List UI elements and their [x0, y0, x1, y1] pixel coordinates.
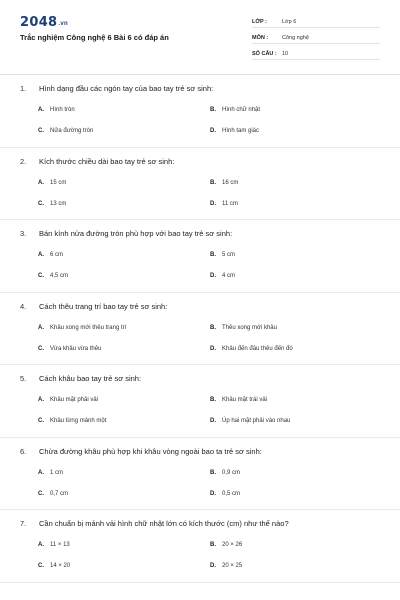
meta-row-count	[252, 46, 380, 60]
option-letter: D.	[210, 345, 216, 352]
question-item	[0, 75, 400, 148]
logo-number: 2048	[20, 15, 58, 30]
option-text: Khâu xong mới thêu trang trí	[50, 324, 127, 331]
option-a[interactable]	[38, 107, 75, 113]
question-stem	[20, 302, 380, 311]
option-text: Hình tròn	[50, 107, 75, 113]
question-text: Chừa đường khâu phù hợp khi khâu vòng ngoài bao ta trẻ sơ sinh:	[39, 446, 262, 456]
option-letter: D.	[210, 563, 216, 569]
option-text: Úp hai mặt phải vào nhau	[222, 418, 291, 424]
question-item	[0, 510, 400, 583]
option-text: 6 cm	[50, 252, 64, 258]
question-number: 1.	[20, 84, 27, 93]
option-a[interactable]	[38, 470, 63, 476]
option-a[interactable]	[38, 180, 66, 186]
question-item	[0, 365, 400, 438]
option-c[interactable]	[38, 491, 68, 497]
question-item	[0, 438, 400, 511]
question-stem	[20, 447, 380, 456]
question-number: 2.	[20, 156, 27, 166]
question-item	[0, 220, 400, 293]
option-letter: A.	[38, 252, 44, 258]
meta-key: LỚP :	[252, 19, 267, 25]
option-c[interactable]	[38, 128, 93, 134]
option-c[interactable]	[38, 201, 66, 207]
question-text: Kích thước chiều dài bao tay trẻ sơ sinh:	[39, 156, 175, 166]
option-text: 0,9 cm	[222, 469, 241, 476]
option-text: Khâu đến đâu thêu đến đó	[222, 345, 293, 352]
option-text: Vừa khâu vừa thêu	[50, 345, 102, 352]
question-number: 6.	[20, 446, 27, 456]
question-item	[0, 293, 400, 366]
option-text: 4 cm	[222, 273, 236, 279]
option-text: 20 × 25	[222, 563, 243, 569]
option-c[interactable]	[38, 563, 70, 569]
option-letter: A.	[38, 179, 44, 186]
option-letter: B.	[210, 252, 216, 258]
option-b[interactable]	[210, 397, 267, 403]
header	[0, 0, 400, 74]
option-letter: C.	[38, 563, 44, 569]
option-a[interactable]	[38, 325, 126, 331]
page-title: Trắc nghiệm Công nghệ 6 Bài 6 có đáp án	[20, 33, 169, 42]
option-b[interactable]	[210, 107, 260, 113]
option-text: 14 × 20	[50, 563, 71, 569]
option-letter: C.	[38, 128, 44, 134]
option-text: 11 cm	[222, 200, 238, 207]
option-b[interactable]	[210, 470, 240, 476]
option-letter: D.	[210, 490, 216, 497]
meta-value: 10	[282, 51, 289, 57]
question-number: 5.	[20, 374, 27, 383]
meta-row-class	[252, 14, 380, 28]
option-d[interactable]	[210, 128, 259, 134]
option-text: 1 cm	[50, 469, 64, 476]
option-d[interactable]	[210, 418, 290, 424]
option-text: Khâu mặt trái vải	[222, 397, 268, 403]
option-text: 13 cm	[50, 200, 67, 207]
option-letter: C.	[38, 345, 44, 352]
option-letter: A.	[38, 107, 44, 113]
option-text: Thêu xong mới khâu	[222, 324, 277, 331]
question-number: 7.	[20, 519, 27, 528]
option-letter: C.	[38, 418, 44, 424]
question-text: Cách thêu trang trí bao tay trẻ sơ sinh:	[39, 301, 168, 311]
option-text: 0,5 cm	[222, 490, 241, 497]
option-letter: B.	[210, 324, 216, 331]
option-letter: C.	[38, 200, 44, 207]
option-text: 4,5 cm	[50, 273, 69, 279]
option-text: 16 cm	[222, 179, 239, 186]
option-d[interactable]	[210, 563, 242, 569]
option-letter: B.	[210, 179, 216, 186]
logo-tld: .vn	[58, 21, 68, 27]
option-letter: A.	[38, 397, 44, 403]
meta-row-subject	[252, 30, 380, 44]
question-text: Hình dạng đầu các ngón tay của bao tay trẻ sơ sinh:	[39, 84, 214, 93]
meta-key: MÔN :	[252, 35, 269, 41]
question-stem	[20, 157, 380, 166]
meta-value: Lớp 6	[282, 19, 297, 25]
option-text: 11 × 13	[50, 542, 70, 548]
option-b[interactable]	[210, 180, 238, 186]
option-text: 15 cm	[50, 179, 67, 186]
option-letter: C.	[38, 490, 44, 497]
question-number: 3.	[20, 229, 27, 238]
option-letter: A.	[38, 469, 44, 476]
question-text: Cách khâu bao tay trẻ sơ sinh:	[39, 374, 142, 383]
option-text: Hình tam giác	[222, 128, 260, 134]
option-c[interactable]	[38, 418, 106, 424]
question-item	[0, 148, 400, 221]
meta-value: Công nghệ	[282, 35, 309, 41]
option-c[interactable]	[38, 346, 101, 352]
meta-key: SỐ CÂU :	[252, 51, 277, 57]
option-text: 0,7 cm	[50, 490, 69, 497]
option-letter: D.	[210, 128, 216, 134]
meta-info	[252, 14, 380, 62]
option-b[interactable]	[210, 542, 242, 548]
option-text: Khâu mặt phải vải	[50, 397, 99, 403]
option-a[interactable]	[38, 397, 98, 403]
question-number: 4.	[20, 301, 27, 311]
option-text: Hình chữ nhật	[222, 107, 261, 113]
question-text: Bán kính nửa đường tròn phù hợp với bao tay trẻ sơ sinh:	[39, 229, 233, 238]
option-letter: B.	[210, 469, 216, 476]
option-d[interactable]	[210, 273, 235, 279]
option-d[interactable]	[210, 491, 240, 497]
option-letter: D.	[210, 418, 216, 424]
site-logo[interactable]	[20, 14, 68, 30]
question-stem	[20, 229, 380, 238]
option-text: Nửa đường tròn	[50, 128, 94, 134]
option-letter: B.	[210, 107, 216, 113]
option-a[interactable]	[38, 542, 70, 548]
option-text: Khâu từng mảnh một	[50, 418, 107, 424]
option-a[interactable]	[38, 252, 63, 258]
question-stem	[20, 374, 380, 383]
question-stem	[20, 519, 380, 528]
option-letter: D.	[210, 273, 216, 279]
option-b[interactable]	[210, 325, 277, 331]
option-letter: D.	[210, 200, 216, 207]
option-letter: B.	[210, 397, 216, 403]
option-b[interactable]	[210, 252, 235, 258]
question-list	[0, 75, 400, 583]
option-text: 5 cm	[222, 252, 236, 258]
option-d[interactable]	[210, 346, 293, 352]
option-d[interactable]	[210, 201, 238, 207]
option-letter: B.	[210, 542, 216, 548]
option-c[interactable]	[38, 273, 68, 279]
option-letter: C.	[38, 273, 44, 279]
option-letter: A.	[38, 324, 44, 331]
option-text: 20 × 26	[222, 542, 243, 548]
option-letter: A.	[38, 542, 44, 548]
question-stem	[20, 84, 380, 93]
question-text: Cần chuẩn bị mảnh vải hình chữ nhật lớn có kích thước (cm) như thế nào?	[39, 519, 289, 528]
